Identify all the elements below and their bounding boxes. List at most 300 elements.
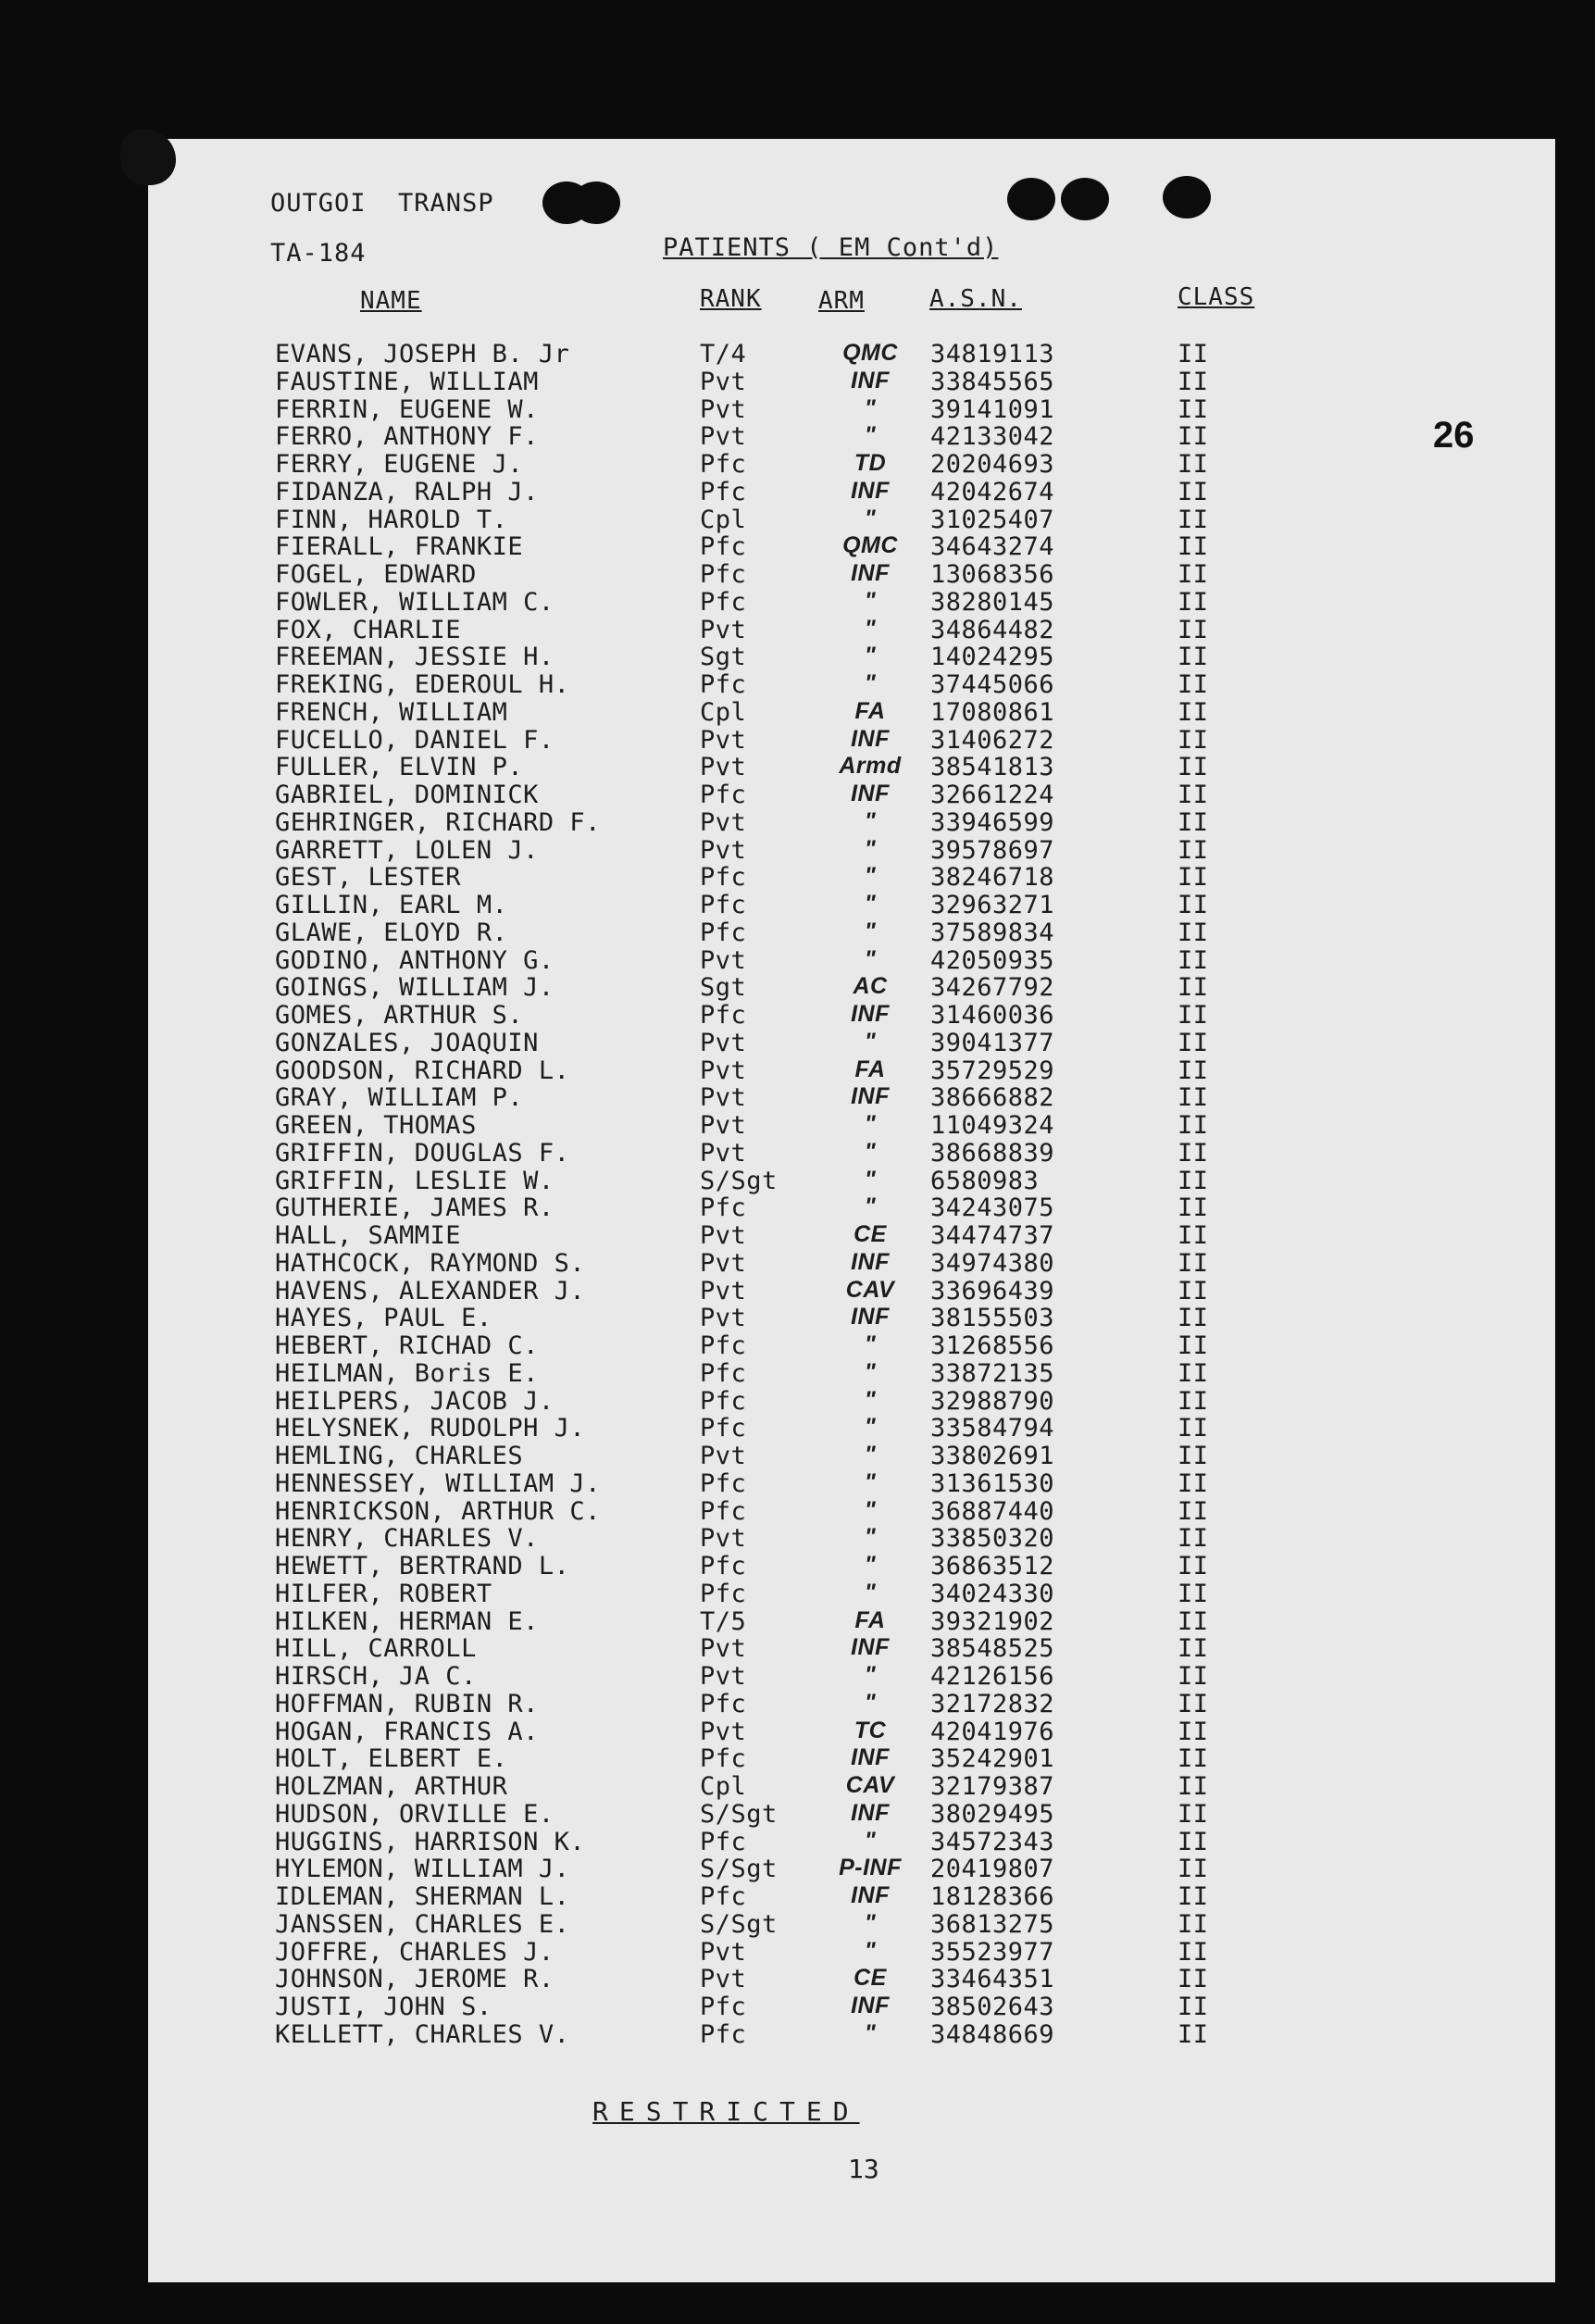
cell-name: FUCELLO, DANIEL F. xyxy=(275,725,555,755)
cell-asn: 32963271 xyxy=(930,891,1055,919)
cell-arm: " xyxy=(864,1111,877,1137)
cell-class: II xyxy=(1178,1882,1209,1911)
cell-asn: 32988790 xyxy=(930,1386,1055,1416)
punch-hole xyxy=(1163,176,1211,219)
cell-name: GABRIEL, DOMINICK xyxy=(275,781,539,809)
cell-arm: " xyxy=(864,1662,877,1688)
cell-asn: 36887440 xyxy=(930,1496,1055,1526)
cell-asn: 34848669 xyxy=(930,2019,1055,2049)
cell-name: HOGAN, FRANCIS A. xyxy=(275,1717,539,1746)
cell-name: FERRY, EUGENE J. xyxy=(275,450,524,479)
cell-name: GARRETT, LOLEN J. xyxy=(275,835,539,865)
cell-arm: INF xyxy=(851,1744,890,1771)
cell-asn: 34267792 xyxy=(930,973,1055,1003)
cell-asn: 39141091 xyxy=(930,394,1055,424)
cell-rank: Pvt xyxy=(700,1662,747,1691)
cell-arm: Armd xyxy=(839,753,902,780)
cell-arm: " xyxy=(864,1442,877,1468)
cell-rank: Pvt xyxy=(700,422,747,452)
cell-class: II xyxy=(1178,450,1209,479)
cell-rank: Pvt xyxy=(700,1304,747,1333)
cell-arm: " xyxy=(864,1468,877,1495)
cell-rank: Pfc xyxy=(700,918,747,947)
cell-asn: 35242901 xyxy=(930,1744,1055,1774)
cell-class: II xyxy=(1178,1331,1209,1360)
cell-arm: " xyxy=(864,1689,877,1716)
cell-asn: 38155503 xyxy=(930,1304,1055,1333)
classification-marking: RESTRICTED xyxy=(592,2096,860,2127)
cell-arm: INF xyxy=(851,1993,890,2018)
cell-class: II xyxy=(1178,1799,1209,1829)
cell-asn: 34974380 xyxy=(930,1248,1055,1278)
cell-rank: Pvt xyxy=(700,1965,747,1994)
cell-class: II xyxy=(1178,1909,1209,1939)
cell-asn: 33802691 xyxy=(930,1442,1055,1470)
cell-rank: Pvt xyxy=(700,1111,747,1140)
cell-class: II xyxy=(1178,2019,1209,2049)
cell-asn: 32172832 xyxy=(930,1689,1055,1718)
cell-name: HIRSCH, JA C. xyxy=(275,1662,477,1691)
cell-arm: " xyxy=(864,422,877,449)
cell-rank: S/Sgt xyxy=(700,1799,778,1829)
cell-arm: " xyxy=(864,643,877,669)
cell-name: GUTHERIE, JAMES R. xyxy=(275,1193,555,1223)
cell-asn: 20204693 xyxy=(930,450,1055,479)
cell-class: II xyxy=(1178,1855,1209,1884)
cell-arm: " xyxy=(864,863,877,890)
cell-arm: " xyxy=(864,1138,877,1165)
cell-asn: 20419807 xyxy=(930,1855,1055,1884)
cell-arm: TC xyxy=(854,1717,887,1743)
cell-asn: 38246718 xyxy=(930,863,1055,893)
cell-arm: " xyxy=(864,1937,877,1964)
cell-arm: " xyxy=(864,1386,877,1413)
cell-arm: FA xyxy=(854,1056,886,1082)
cell-name: JOHNSON, JEROME R. xyxy=(275,1965,555,1994)
cell-asn: 36863512 xyxy=(930,1552,1055,1581)
cell-name: FERRIN, EUGENE W. xyxy=(275,394,539,424)
cell-asn: 38668839 xyxy=(930,1138,1055,1168)
cell-asn: 34572343 xyxy=(930,1827,1055,1856)
cell-rank: Pvt xyxy=(700,394,747,424)
cell-arm: INF xyxy=(851,477,890,504)
cell-rank: Pfc xyxy=(700,863,747,893)
cell-rank: Pfc xyxy=(700,1552,747,1581)
cell-arm: " xyxy=(864,1193,877,1220)
cell-asn: 18128366 xyxy=(930,1882,1055,1911)
cell-arm: INF xyxy=(851,1248,890,1275)
cell-name: FERRO, ANTHONY F. xyxy=(275,422,539,452)
cell-class: II xyxy=(1178,891,1209,919)
cell-arm: " xyxy=(864,1331,877,1357)
cell-arm: " xyxy=(864,1524,877,1551)
cell-arm: " xyxy=(864,1358,877,1385)
cell-name: GEHRINGER, RICHARD F. xyxy=(275,807,601,837)
cell-class: II xyxy=(1178,1248,1209,1278)
cell-rank: Pvt xyxy=(700,1937,747,1967)
cell-rank: Pfc xyxy=(700,1386,747,1416)
cell-arm: QMC xyxy=(842,532,898,559)
cell-name: GLAWE, ELOYD R. xyxy=(275,918,508,947)
cell-class: II xyxy=(1178,367,1209,396)
punch-hole xyxy=(1007,178,1055,220)
transport-label: OUTGOI TRANSP xyxy=(270,189,494,218)
cell-class: II xyxy=(1178,422,1209,452)
cell-asn: 37445066 xyxy=(930,670,1055,699)
cell-arm: " xyxy=(864,1496,877,1523)
cell-asn: 33872135 xyxy=(930,1358,1055,1388)
cell-class: II xyxy=(1178,753,1209,782)
cell-name: HAVENS, ALEXANDER J. xyxy=(275,1276,586,1306)
cell-rank: Pvt xyxy=(700,1138,747,1168)
cell-name: FOX, CHARLIE xyxy=(275,615,462,644)
cell-name: HYLEMON, WILLIAM J. xyxy=(275,1855,570,1884)
cell-name: FREEMAN, JESSIE H. xyxy=(275,643,555,672)
cell-name: HATHCOCK, RAYMOND S. xyxy=(275,1248,586,1278)
punch-hole xyxy=(1061,178,1109,220)
cell-class: II xyxy=(1178,1358,1209,1388)
cell-arm: CE xyxy=(854,1965,887,1992)
cell-arm: " xyxy=(864,945,877,972)
cell-arm: TD xyxy=(854,450,887,476)
cell-arm: " xyxy=(864,505,877,531)
cell-rank: Pfc xyxy=(700,1414,747,1443)
ta-number: TA-184 xyxy=(270,239,367,268)
cell-class: II xyxy=(1178,1993,1209,2021)
cell-rank: Pfc xyxy=(700,1496,747,1526)
cell-rank: Pfc xyxy=(700,670,747,699)
cell-asn: 37589834 xyxy=(930,918,1055,947)
cell-class: II xyxy=(1178,1414,1209,1443)
cell-name: IDLEMAN, SHERMAN L. xyxy=(275,1882,570,1911)
cell-name: HEILMAN, Boris E. xyxy=(275,1358,539,1388)
cell-name: HENNESSEY, WILLIAM J. xyxy=(275,1468,601,1498)
cell-rank: Pvt xyxy=(700,615,747,644)
cell-arm: " xyxy=(864,807,877,834)
cell-rank: Pfc xyxy=(700,587,747,617)
cell-arm: " xyxy=(864,615,877,642)
cell-rank: Pfc xyxy=(700,560,747,589)
cell-asn: 13068356 xyxy=(930,560,1055,589)
cell-rank: Pfc xyxy=(700,1744,747,1774)
cell-asn: 34864482 xyxy=(930,615,1055,644)
cell-arm: INF xyxy=(851,1634,890,1661)
cell-name: GEST, LESTER xyxy=(275,863,462,893)
cell-name: FULLER, ELVIN P. xyxy=(275,753,524,782)
cell-class: II xyxy=(1178,1468,1209,1498)
cell-rank: Pfc xyxy=(700,1331,747,1360)
cell-name: HEILPERS, JACOB J. xyxy=(275,1386,555,1416)
cell-class: II xyxy=(1178,587,1209,617)
cell-arm: " xyxy=(864,1909,877,1936)
cell-asn: 33850320 xyxy=(930,1524,1055,1554)
cell-asn: 39041377 xyxy=(930,1028,1055,1057)
cell-rank: Pvt xyxy=(700,807,747,837)
section-title: PATIENTS ( EM Cont'd) xyxy=(663,233,999,262)
column-header-class: CLASS xyxy=(1178,283,1255,311)
cell-arm: CAV xyxy=(845,1772,895,1798)
cell-class: II xyxy=(1178,1386,1209,1416)
cell-name: EVANS, JOSEPH B. Jr xyxy=(275,340,570,369)
cell-asn: 38541813 xyxy=(930,753,1055,782)
cell-rank: Pvt xyxy=(700,1442,747,1470)
cell-rank: Cpl xyxy=(700,1772,747,1801)
cell-class: II xyxy=(1178,532,1209,562)
column-header-asn: A.S.N. xyxy=(929,285,1022,313)
cell-arm: " xyxy=(864,2019,877,2046)
cell-name: FAUSTINE, WILLIAM xyxy=(275,367,539,396)
cell-name: HUGGINS, HARRISON K. xyxy=(275,1827,586,1856)
cell-arm: CAV xyxy=(845,1276,895,1303)
cell-class: II xyxy=(1178,918,1209,947)
cell-arm: P-INF xyxy=(839,1855,902,1881)
cell-asn: 38548525 xyxy=(930,1634,1055,1664)
cell-name: HILFER, ROBERT xyxy=(275,1579,492,1608)
cell-name: JANSSEN, CHARLES E. xyxy=(275,1909,570,1939)
cell-class: II xyxy=(1178,643,1209,672)
cell-rank: Pvt xyxy=(700,1028,747,1057)
cell-rank: Pvt xyxy=(700,1717,747,1746)
cell-name: FOGEL, EDWARD xyxy=(275,560,477,589)
cell-asn: 36813275 xyxy=(930,1909,1055,1939)
cell-asn: 34474737 xyxy=(930,1221,1055,1250)
cell-asn: 31268556 xyxy=(930,1331,1055,1360)
cell-arm: " xyxy=(864,1827,877,1854)
cell-class: II xyxy=(1178,697,1209,727)
cell-rank: Pfc xyxy=(700,1358,747,1388)
cell-class: II xyxy=(1178,1111,1209,1140)
cell-name: HOLT, ELBERT E. xyxy=(275,1744,508,1774)
cell-asn: 17080861 xyxy=(930,697,1055,727)
cell-class: II xyxy=(1178,1276,1209,1306)
page-stamp: 26 xyxy=(1433,415,1475,456)
cell-class: II xyxy=(1178,615,1209,644)
cell-asn: 42133042 xyxy=(930,422,1055,452)
cell-class: II xyxy=(1178,1056,1209,1085)
cell-class: II xyxy=(1178,1083,1209,1113)
cell-class: II xyxy=(1178,973,1209,1003)
cell-rank: Pfc xyxy=(700,1468,747,1498)
cell-arm: AC xyxy=(853,973,888,1000)
cell-rank: Pvt xyxy=(700,725,747,755)
cell-class: II xyxy=(1178,1772,1209,1801)
cell-arm: " xyxy=(864,394,877,421)
cell-name: GODINO, ANTHONY G. xyxy=(275,945,555,975)
cell-rank: Sgt xyxy=(700,643,747,672)
cell-arm: " xyxy=(864,587,877,614)
cell-class: II xyxy=(1178,1744,1209,1774)
cell-rank: S/Sgt xyxy=(700,1909,778,1939)
punch-hole xyxy=(572,181,620,224)
cell-class: II xyxy=(1178,477,1209,506)
cell-name: HAYES, PAUL E. xyxy=(275,1304,492,1333)
cell-arm: CE xyxy=(854,1221,887,1247)
cell-class: II xyxy=(1178,394,1209,424)
cell-rank: Pvt xyxy=(700,1083,747,1113)
cell-rank: Pvt xyxy=(700,1524,747,1554)
cell-name: GOODSON, RICHARD L. xyxy=(275,1056,570,1085)
cell-class: II xyxy=(1178,1689,1209,1718)
cell-rank: Cpl xyxy=(700,505,747,534)
cell-name: HELYSNEK, RUDOLPH J. xyxy=(275,1414,586,1443)
cell-name: HILKEN, HERMAN E. xyxy=(275,1606,539,1636)
cell-arm: " xyxy=(864,1579,877,1606)
cell-asn: 42126156 xyxy=(930,1662,1055,1691)
cell-rank: Pfc xyxy=(700,1193,747,1223)
cell-rank: Pfc xyxy=(700,450,747,479)
cell-rank: Pfc xyxy=(700,1689,747,1718)
cell-asn: 32661224 xyxy=(930,781,1055,809)
cell-asn: 14024295 xyxy=(930,643,1055,672)
cell-asn: 6580983 xyxy=(930,1166,1040,1195)
cell-class: II xyxy=(1178,340,1209,369)
cell-class: II xyxy=(1178,1606,1209,1636)
cell-arm: INF xyxy=(851,1882,890,1908)
cell-rank: Pfc xyxy=(700,477,747,506)
cell-name: FIDANZA, RALPH J. xyxy=(275,477,539,506)
cell-asn: 34643274 xyxy=(930,532,1055,562)
cell-name: GOINGS, WILLIAM J. xyxy=(275,973,555,1003)
cell-arm: " xyxy=(864,1166,877,1193)
cell-name: KELLETT, CHARLES V. xyxy=(275,2019,570,2049)
cell-asn: 33696439 xyxy=(930,1276,1055,1306)
cell-name: FREKING, EDEROUL H. xyxy=(275,670,570,699)
cell-asn: 34243075 xyxy=(930,1193,1055,1223)
cell-name: FINN, HAROLD T. xyxy=(275,505,508,534)
cell-arm: INF xyxy=(851,781,890,806)
cell-arm: " xyxy=(864,1552,877,1578)
cell-rank: Pfc xyxy=(700,1579,747,1608)
cell-name: GILLIN, EARL M. xyxy=(275,891,508,919)
cell-rank: Pvt xyxy=(700,1634,747,1664)
cell-asn: 38280145 xyxy=(930,587,1055,617)
cell-rank: T/4 xyxy=(700,340,747,369)
cell-asn: 31025407 xyxy=(930,505,1055,534)
cell-class: II xyxy=(1178,1028,1209,1057)
cell-asn: 42042674 xyxy=(930,477,1055,506)
cell-class: II xyxy=(1178,1496,1209,1526)
cell-asn: 38502643 xyxy=(930,1993,1055,2021)
cell-class: II xyxy=(1178,807,1209,837)
cell-asn: 31361530 xyxy=(930,1468,1055,1498)
cell-class: II xyxy=(1178,670,1209,699)
cell-rank: S/Sgt xyxy=(700,1166,778,1195)
cell-rank: Pvt xyxy=(700,1248,747,1278)
cell-class: II xyxy=(1178,1221,1209,1250)
cell-class: II xyxy=(1178,1138,1209,1168)
cell-class: II xyxy=(1178,1166,1209,1195)
column-header-name: NAME xyxy=(360,287,422,315)
cell-asn: 34819113 xyxy=(930,340,1055,369)
cell-name: HEMLING, CHARLES xyxy=(275,1442,524,1470)
cell-arm: INF xyxy=(851,367,890,394)
cell-asn: 38666882 xyxy=(930,1083,1055,1113)
cell-asn: 33946599 xyxy=(930,807,1055,837)
cell-arm: INF xyxy=(851,1001,890,1027)
cell-class: II xyxy=(1178,1937,1209,1967)
cell-rank: Pvt xyxy=(700,835,747,865)
cell-name: HILL, CARROLL xyxy=(275,1634,477,1664)
cell-name: FIERALL, FRANKIE xyxy=(275,532,524,562)
cell-class: II xyxy=(1178,1524,1209,1554)
cell-class: II xyxy=(1178,1579,1209,1608)
cell-asn: 39321902 xyxy=(930,1606,1055,1636)
cell-rank: Pvt xyxy=(700,1056,747,1085)
cell-name: HENRICKSON, ARTHUR C. xyxy=(275,1496,601,1526)
cell-rank: Pfc xyxy=(700,1827,747,1856)
cell-class: II xyxy=(1178,1662,1209,1691)
cell-name: GRAY, WILLIAM P. xyxy=(275,1083,524,1113)
cell-rank: S/Sgt xyxy=(700,1855,778,1884)
cell-class: II xyxy=(1178,781,1209,809)
cell-asn: 32179387 xyxy=(930,1772,1055,1801)
cell-name: HUDSON, ORVILLE E. xyxy=(275,1799,555,1829)
cell-class: II xyxy=(1178,560,1209,589)
cell-class: II xyxy=(1178,505,1209,534)
cell-asn: 33584794 xyxy=(930,1414,1055,1443)
cell-name: HOLZMAN, ARTHUR xyxy=(275,1772,508,1801)
cell-rank: Pvt xyxy=(700,367,747,396)
cell-class: II xyxy=(1178,1442,1209,1470)
cell-name: GONZALES, JOAQUIN xyxy=(275,1028,539,1057)
cell-class: II xyxy=(1178,1552,1209,1581)
cell-arm: " xyxy=(864,918,877,944)
cell-name: HALL, SAMMIE xyxy=(275,1221,462,1250)
cell-class: II xyxy=(1178,835,1209,865)
page-number: 13 xyxy=(848,2154,879,2184)
cell-name: FRENCH, WILLIAM xyxy=(275,697,508,727)
cell-rank: Pvt xyxy=(700,753,747,782)
cell-class: II xyxy=(1178,1193,1209,1223)
cell-asn: 42041976 xyxy=(930,1717,1055,1746)
cell-class: II xyxy=(1178,1634,1209,1664)
cell-arm: " xyxy=(864,1414,877,1441)
cell-class: II xyxy=(1178,863,1209,893)
cell-asn: 31406272 xyxy=(930,725,1055,755)
cell-asn: 35523977 xyxy=(930,1937,1055,1967)
column-header-arm: ARM xyxy=(818,287,865,315)
cell-name: GOMES, ARTHUR S. xyxy=(275,1001,524,1030)
cell-name: HEWETT, BERTRAND L. xyxy=(275,1552,570,1581)
cell-name: JOFFRE, CHARLES J. xyxy=(275,1937,555,1967)
cell-asn: 11049324 xyxy=(930,1111,1055,1140)
torn-corner xyxy=(120,130,176,185)
cell-asn: 35729529 xyxy=(930,1056,1055,1085)
cell-rank: Pfc xyxy=(700,2019,747,2049)
cell-arm: INF xyxy=(851,1083,890,1110)
cell-arm: QMC xyxy=(842,340,898,366)
cell-rank: Pfc xyxy=(700,891,747,919)
cell-asn: 33845565 xyxy=(930,367,1055,396)
cell-name: FOWLER, WILLIAM C. xyxy=(275,587,555,617)
cell-rank: Pfc xyxy=(700,1001,747,1030)
cell-rank: Pvt xyxy=(700,1276,747,1306)
cell-name: GREEN, THOMAS xyxy=(275,1111,477,1140)
cell-name: JUSTI, JOHN S. xyxy=(275,1993,492,2021)
cell-class: II xyxy=(1178,1827,1209,1856)
cell-arm: INF xyxy=(851,1799,890,1826)
cell-class: II xyxy=(1178,1001,1209,1030)
cell-rank: Pvt xyxy=(700,945,747,975)
cell-arm: INF xyxy=(851,1304,890,1331)
cell-arm: INF xyxy=(851,560,890,586)
cell-rank: Cpl xyxy=(700,697,747,727)
cell-asn: 33464351 xyxy=(930,1965,1055,1994)
cell-class: II xyxy=(1178,1717,1209,1746)
cell-arm: FA xyxy=(854,697,886,724)
cell-asn: 38029495 xyxy=(930,1799,1055,1829)
cell-asn: 31460036 xyxy=(930,1001,1055,1030)
